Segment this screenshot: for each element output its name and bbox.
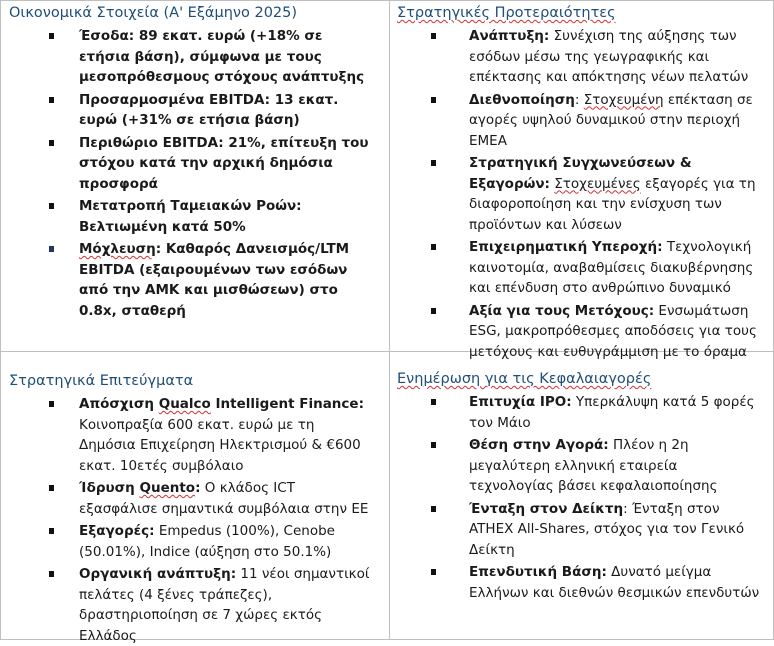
list-item: Ένταξη στον Δείκτη: Ένταξη στον ATHEX All-Shares, στόχος για τον Γενικό Δείκτη xyxy=(397,499,769,561)
financial-title: Οικονομικά Στοιχεία (Α' Εξάμηνο 2025) xyxy=(9,5,298,21)
capital-markets-cell xyxy=(397,370,769,640)
list-item: Μετατροπή Ταμειακών Ροών: Βελτιωμένη κατά 50% xyxy=(9,196,381,237)
list-item: Έσοδα: 89 εκατ. ευρώ (+18% σε ετήσια βάση), σύμφωνα με τους μεσοπρόθεσμους στόχους ανάπτυξης xyxy=(9,26,381,88)
bullet-icon xyxy=(49,528,54,534)
bullet-icon xyxy=(431,506,436,512)
list-item: Οργανική ανάπτυξη: 11 νέοι σημαντικοί πελάτες (4 ξένες τράπεζες), δραστηριοποίηση σε 7 χώρες εκτός Ελλάδος xyxy=(9,564,381,646)
bullet-icon xyxy=(431,160,436,166)
capital-markets-title: Ενημέρωση για τις Κεφαλαιαγορές xyxy=(397,371,652,387)
list-item: Περιθώριο EBITDA: 21%, επίτευξη του στόχου κατά την αρχική δημόσια προσφορά xyxy=(9,133,381,195)
bullet-icon xyxy=(431,442,436,448)
list-item: Ανάπτυξη: Συνέχιση της αύξησης των εσόδων μέσω της γεωγραφικής και επέκτασης και απόκτησης νέων πελατών xyxy=(397,26,769,88)
list-item: Εξαγορές: Empedus (100%), Cenobe (50.01%), Indice (αύξηση στο 50.1%) xyxy=(9,521,381,562)
priorities-list xyxy=(397,26,769,362)
bullet-icon xyxy=(431,399,436,405)
list-item: Διεθνοποίηση: Στοχευμένη επέκταση σε αγορές υψηλού δυναμικού στην περιοχή EMEA xyxy=(397,90,769,152)
bullet-icon xyxy=(49,140,54,146)
bullet-icon xyxy=(49,485,54,491)
list-item: Επιτυχία IPO: Υπερκάλυψη κατά 5 φορές τον Μάιο xyxy=(397,392,769,433)
bullet-icon xyxy=(431,97,436,103)
achievements-list xyxy=(9,394,381,646)
bullet-icon xyxy=(49,571,54,577)
list-item: Απόσχιση Qualco Intelligent Finance: Κοινοπραξία 600 εκατ. ευρώ με τη Δημόσια Επιχείρηση Ηλεκτρισμού & €600 εκατ. 10ετές συμβόλαιο xyxy=(9,394,381,476)
financial-cell xyxy=(9,4,381,349)
bullet-icon xyxy=(431,308,436,314)
bullet-icon xyxy=(49,33,54,39)
list-item: Μόχλευση: Καθαρός Δανεισμός/LTM EBITDA (εξαιρουμένων των εσόδων από την ΑΜΚ και μισθώσεων) στο 0.8x, σταθερή xyxy=(9,239,381,321)
list-item: Προσαρμοσμένα EBITDA: 13 εκατ. ευρώ (+31% σε ετήσια βάση) xyxy=(9,90,381,131)
bullet-icon xyxy=(49,203,54,209)
bullet-icon xyxy=(49,246,54,252)
list-item: Στρατηγική Συγχωνεύσεων & Εξαγορών: Στοχευμένες εξαγορές για τη διαφοροποίηση και την ενίσχυση των προϊόντων και λύσεων xyxy=(397,153,769,235)
bullet-icon xyxy=(49,97,54,103)
capital-markets-list xyxy=(397,392,769,603)
vertical-divider xyxy=(389,0,390,640)
list-item: Επιχειρηματική Υπεροχή: Τεχνολογική καινοτομία, αναβαθμίσεις διακυβέρνησης και επένδυση στο ανθρώπινο δυναμικό xyxy=(397,237,769,299)
bullet-icon xyxy=(431,569,436,575)
bullet-icon xyxy=(49,401,54,407)
bullet-icon xyxy=(431,244,436,250)
achievements-title: Στρατηγικά Επιτεύγματα xyxy=(9,373,194,389)
bullet-icon xyxy=(431,33,436,39)
list-item: Αξία για τους Μετόχους: Ενσωμάτωση ESG, μακροπρόθεσμες αποδόσεις για τους μετόχους και ευθυγράμμιση με το όραμα xyxy=(397,301,769,363)
list-item: Επενδυτική Βάση: Δυνατό μείγμα Ελλήνων και διεθνών θεσμικών επενδυτών xyxy=(397,562,769,603)
priorities-cell xyxy=(397,4,769,360)
achievements-cell xyxy=(9,372,381,644)
priorities-title: Στρατηγικές Προτεραιότητες xyxy=(397,5,616,21)
financial-list xyxy=(9,26,381,321)
list-item: Θέση στην Αγορά: Πλέον η 2η μεγαλύτερη ελληνική εταιρεία τεχνολογίας βάσει κεφαλαιοποίησης xyxy=(397,435,769,497)
list-item: Ίδρυση Quento: Ο κλάδος ICT εξασφάλισε σημαντικά συμβόλαια στην ΕΕ xyxy=(9,478,381,519)
